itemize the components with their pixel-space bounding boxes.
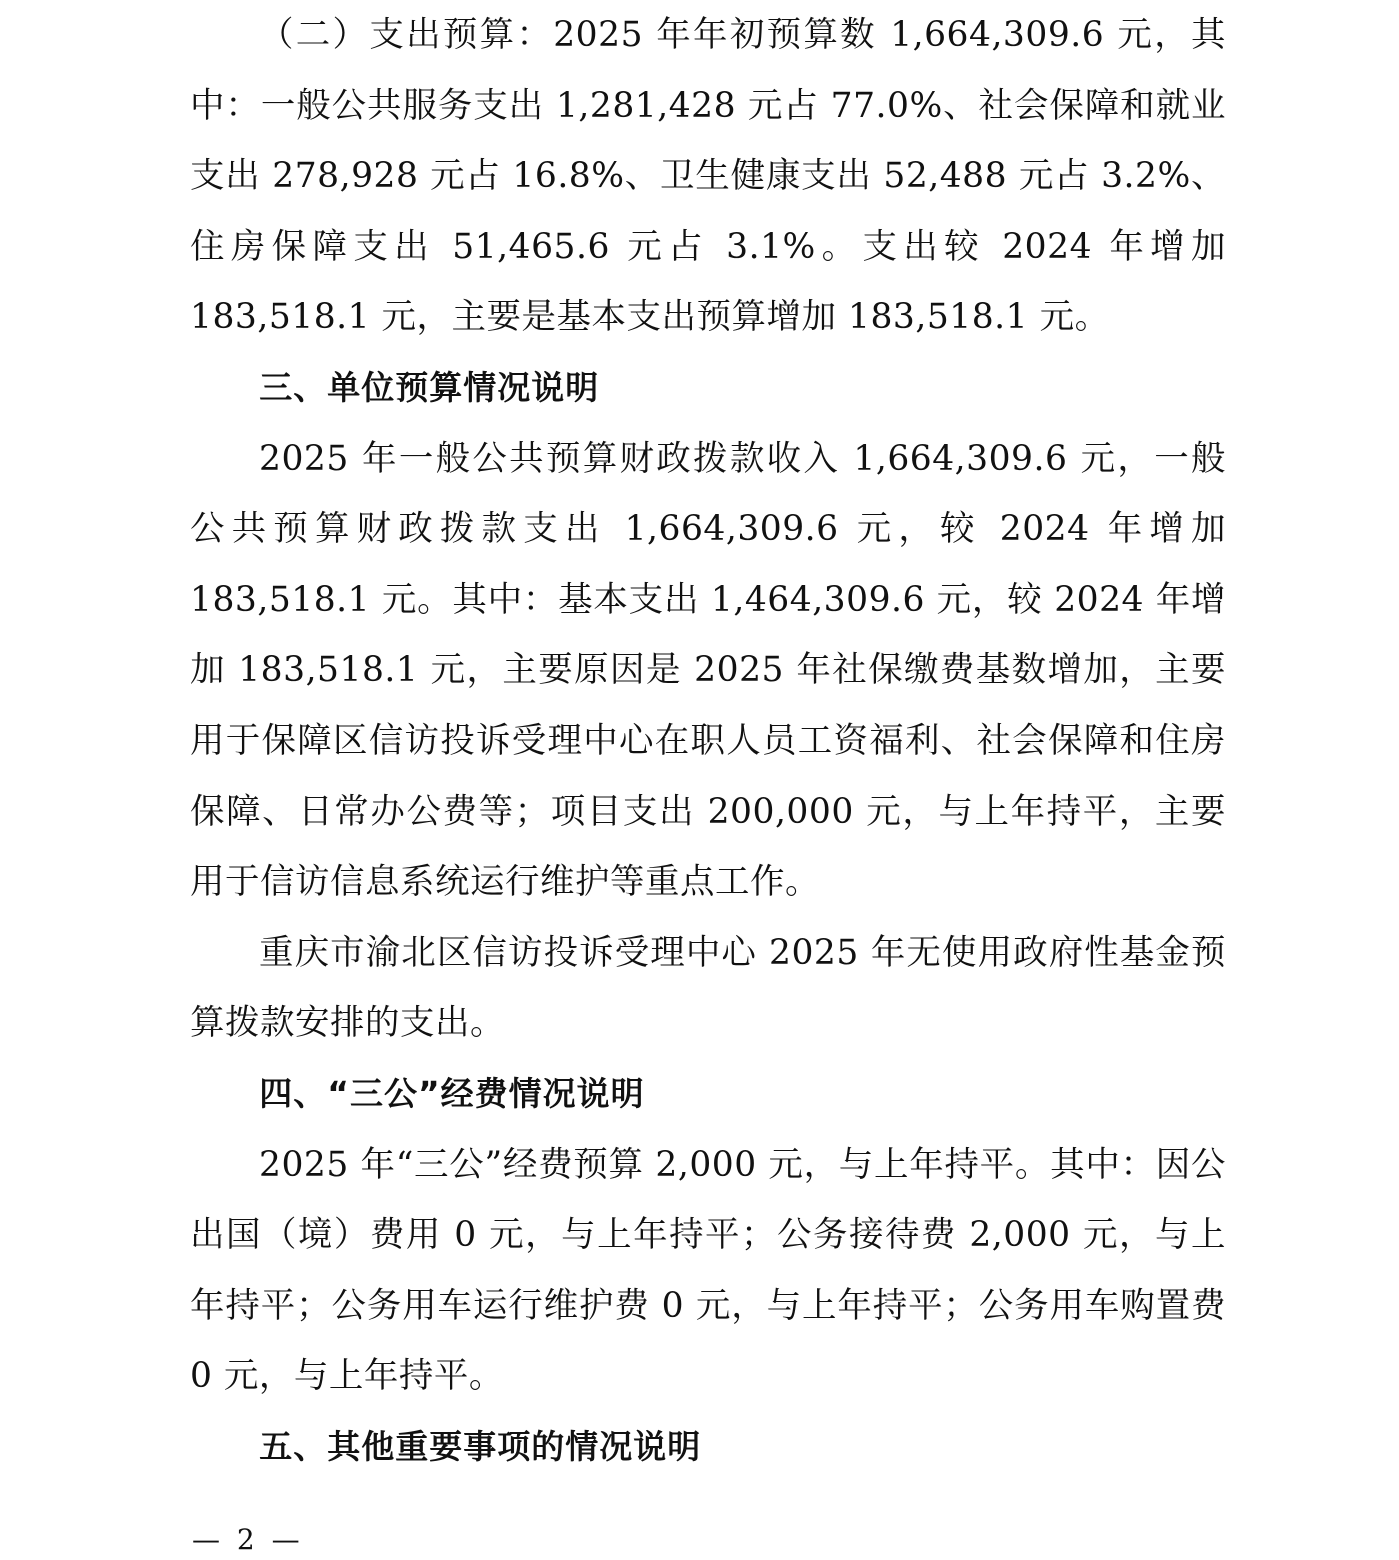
section-3-heading: 三、单位预算情况说明 (259, 367, 600, 407)
page-number: — 2 — (192, 1523, 304, 1556)
section-5-heading: 五、其他重要事项的情况说明 (259, 1426, 702, 1466)
section-4-paragraph-1: 2025 年“三公”经费预算 2,000 元，与上年持平。其中：因公出国（境）费用 0 元，与上年持平；公务接待费 2,000 元，与上年持平；公务用车运行维护费 0 元，与上年持平；公务用车购置费 0 元，与上年持平。 (190, 1144, 1226, 1397)
section-3-paragraph-2: 重庆市渝北区信访投诉受理中心 2025 年无使用政府性基金预算拨款安排的支出。 (190, 932, 1226, 1044)
section-3-paragraph-1: 2025 年一般公共预算财政拨款收入 1,664,309.6 元，一般公共预算财政拨款支出 1,664,309.6 元，较 2024 年增加 183,518.1 元。其中：基本支出 1,464,309.6 元，较 2024 年增加 183,518.1 元，主要原因是 2025 年社保缴费基数增加，主要用于保障区信访投诉受理中心在职人员工资福利、社会保障和住房保障、日常办公费等；项目支出 200,000 元，与上年持平，主要用于信访信息系统运行维护等重点工作。 (190, 438, 1226, 903)
document-page (190, 0, 1226, 1482)
section-4-heading: 四、“三公”经费情况说明 (259, 1073, 645, 1113)
expenditure-budget-paragraph: （二）支出预算：2025 年年初预算数 1,664,309.6 元，其中：一般公共服务支出 1,281,428 元占 77.0%、社会保障和就业支出 278,928 元占 16.8%、卫生健康支出 52,488 元占 3.2%、住房保障支出 51,465.6 元占 3.1%。支出较 2024 年增加 183,518.1 元，主要是基本支出预算增加 183,518.1 元。 (190, 15, 1226, 338)
